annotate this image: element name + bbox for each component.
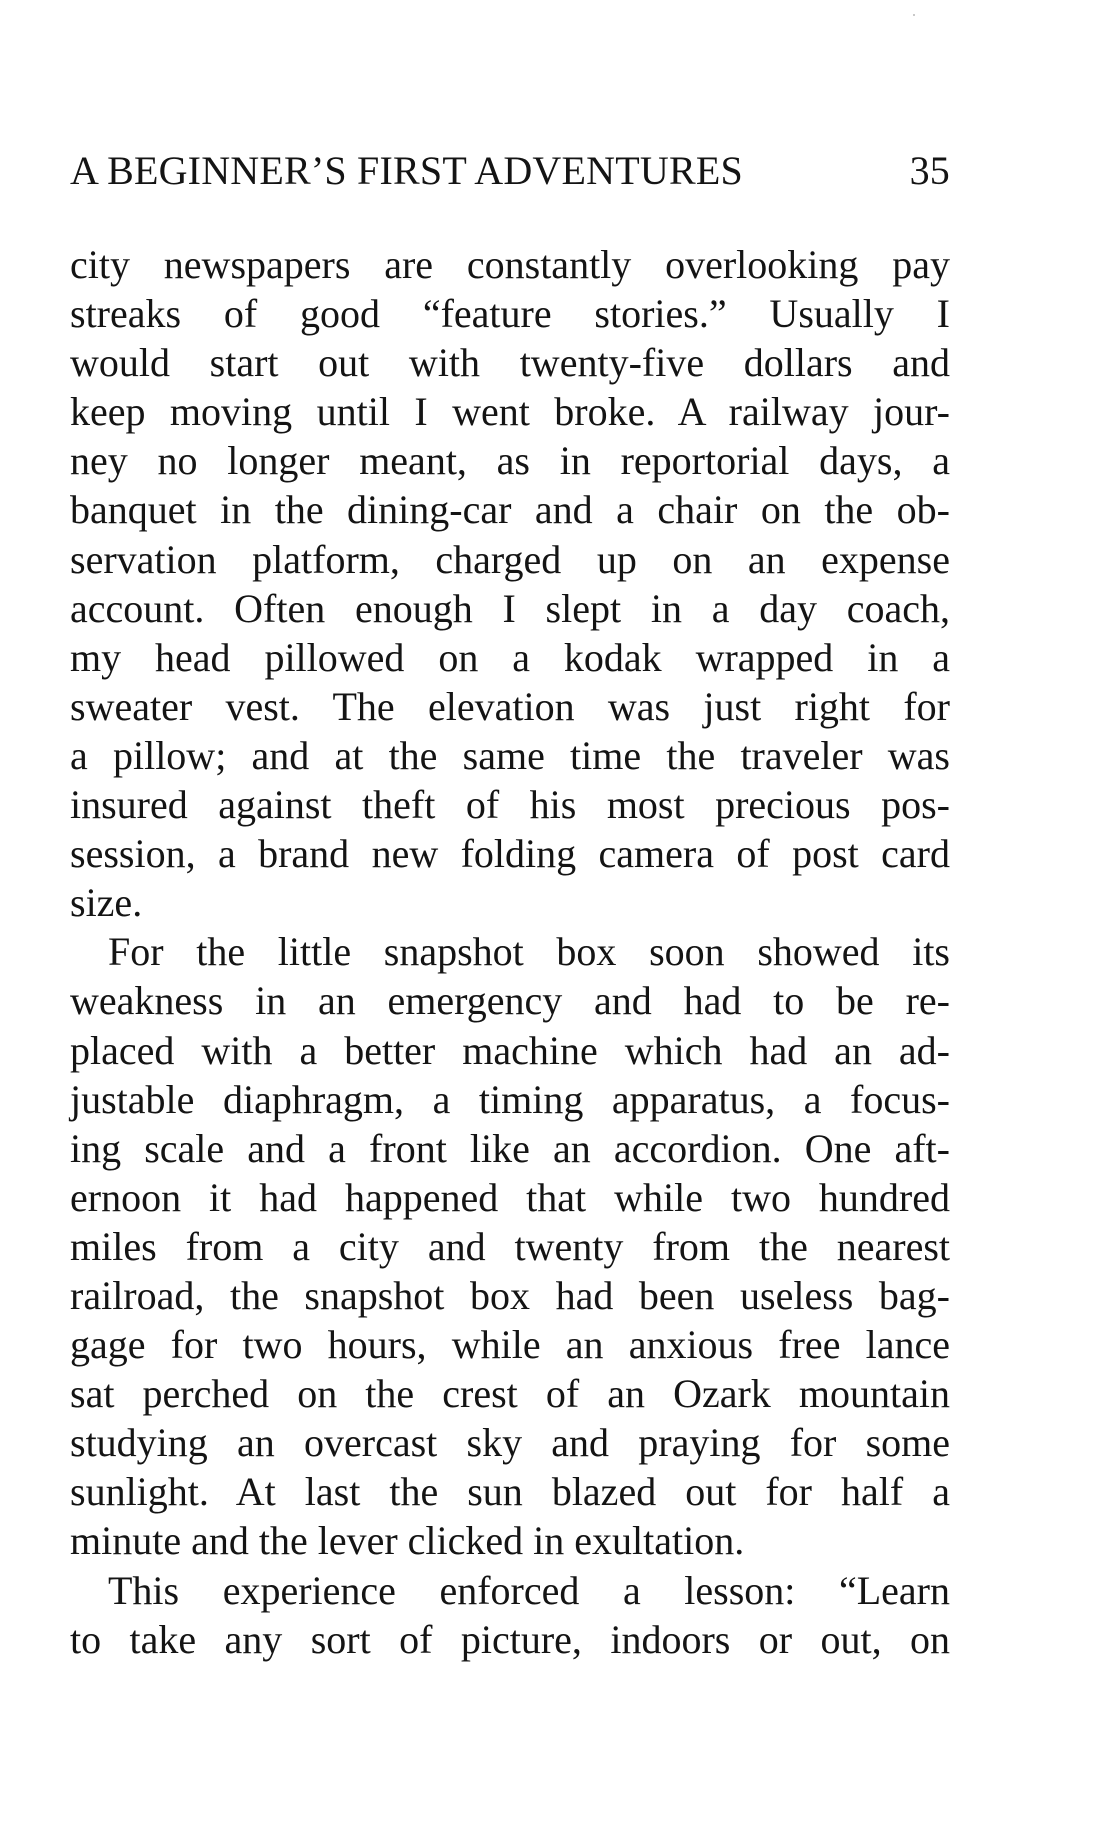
text-line: studying an overcast sky and praying for some (70, 1420, 950, 1466)
text-line: railroad, the snapshot box had been useless bag- (70, 1272, 950, 1318)
text-line: sat perched on the crest of an Ozark mountain (70, 1371, 950, 1417)
text-line: gage for two hours, while an anxious free lance (70, 1322, 950, 1368)
text-line: This experience enforced a lesson: “Learn (108, 1567, 950, 1613)
text-line: ernoon it had happened that while two hundred (70, 1174, 950, 1220)
text-line: account. Often enough I slept in a day coach, (70, 585, 950, 631)
text-line: session, a brand new folding camera of post card (70, 831, 950, 877)
paper-speck (913, 14, 915, 16)
text-line: servation platform, charged up on an expense (70, 536, 950, 582)
paragraph (70, 1566, 950, 1664)
paragraph (70, 927, 950, 1565)
text-line: keep moving until I went broke. A railway jour- (70, 389, 950, 435)
text-line: a pillow; and at the same time the traveler was (70, 732, 950, 778)
text-line: insured against theft of his most precious pos- (70, 782, 950, 828)
running-head-title: A BEGINNER’S FIRST ADVENTURES (70, 148, 743, 193)
text-line: streaks of good “feature stories.” Usually I (70, 291, 950, 337)
text-line: justable diaphragm, a timing apparatus, a focus- (70, 1076, 950, 1122)
text-line: banquet in the dining-car and a chair on the ob- (70, 487, 950, 533)
text-line: city newspapers are constantly overlooking pay (70, 242, 950, 287)
text-line: For the little snapshot box soon showed its (108, 929, 950, 975)
text-line: minute and the lever clicked in exultation. (70, 1518, 745, 1564)
text-line: my head pillowed on a kodak wrapped in a (70, 634, 950, 680)
text-line: placed with a better machine which had an ad- (70, 1027, 950, 1073)
text-line: sweater vest. The elevation was just right for (70, 683, 950, 729)
running-head (70, 146, 950, 196)
text-line: sunlight. At last the sun blazed out for half a (70, 1469, 950, 1515)
text-line: ney no longer meant, as in reportorial days, a (70, 438, 950, 484)
text-line: weakness in an emergency and had to be re- (70, 978, 950, 1024)
paragraph (70, 240, 950, 927)
text-line: miles from a city and twenty from the nearest (70, 1223, 950, 1269)
text-line: would start out with twenty-five dollars and (70, 340, 950, 386)
body-text (70, 240, 950, 1664)
page-number: 35 (909, 148, 950, 193)
text-line: ing scale and a front like an accordion. One aft- (70, 1125, 950, 1171)
text-line: to take any sort of picture, indoors or out, on (70, 1616, 950, 1662)
text-line: size. (70, 880, 143, 926)
